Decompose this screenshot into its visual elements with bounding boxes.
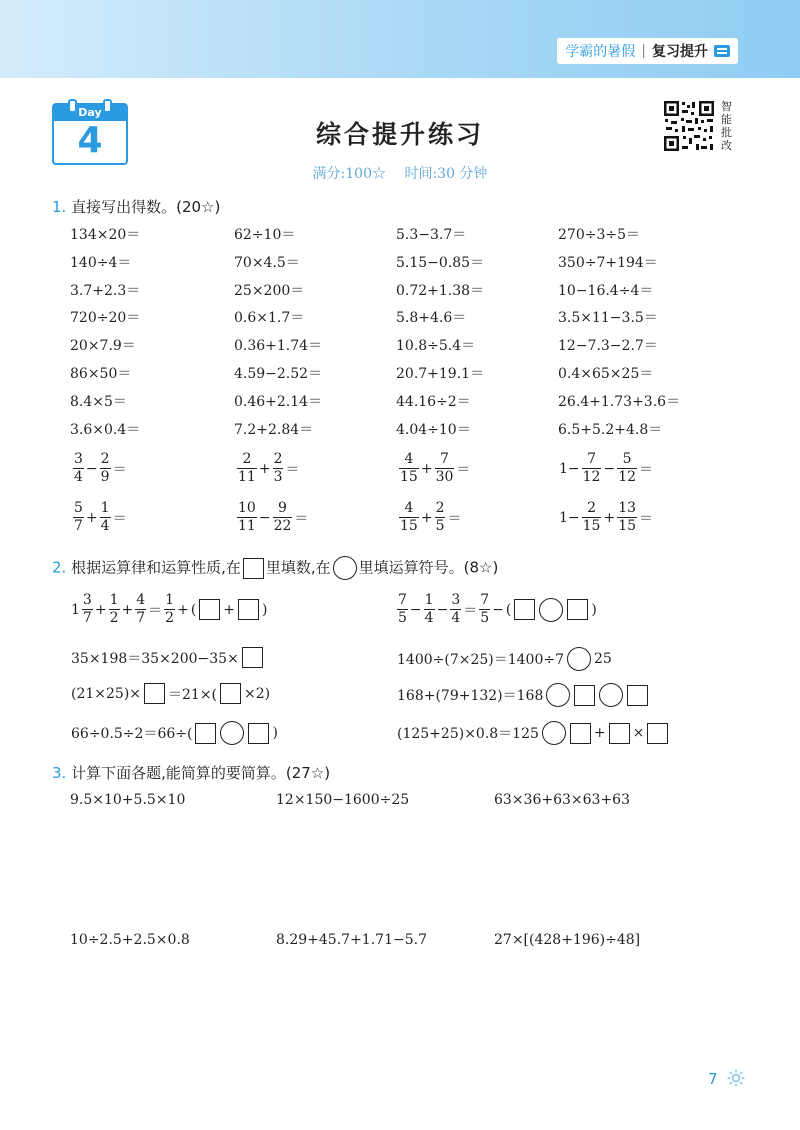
question-text-b: 里填数,在 xyxy=(265,558,331,577)
series-tag xyxy=(557,38,738,64)
fraction: $\frac{5}{12}$ xyxy=(618,451,637,485)
answer-box[interactable] xyxy=(238,599,259,620)
mental-math-problem: 25×200＝ xyxy=(234,282,305,299)
calc-problem: 10÷2.5+2.5×0.8 xyxy=(70,932,190,948)
mental-math-problem: 6.5+5.2+4.8＝ xyxy=(558,421,663,438)
answer-box[interactable] xyxy=(248,723,269,744)
question-number: 2. xyxy=(52,558,67,577)
fraction-problem: $\frac{5}{7}$ + $\frac{1}{4}$ ＝ xyxy=(74,500,127,534)
qr-code-icon[interactable] xyxy=(663,100,715,152)
answer-box[interactable] xyxy=(242,647,263,668)
fraction: $\frac{2}{3}$ xyxy=(273,451,283,485)
fraction-problem: 1− $\frac{2}{15}$ + $\frac{13}{15}$ ＝ xyxy=(559,500,654,534)
law-problem-2: $\frac{7}{5}$ − $\frac{1}{4}$ − $\frac{3}{4}$ ＝ $\frac{7}{5}$ − ( ) xyxy=(398,592,597,626)
answer-box[interactable] xyxy=(195,723,216,744)
fraction: $\frac{2}{9}$ xyxy=(100,451,110,485)
fraction: $\frac{1}{4}$ xyxy=(100,500,110,534)
mental-math-problem: 44.16÷2＝ xyxy=(396,393,471,410)
mental-math-problem: 0.72+1.38＝ xyxy=(396,282,485,299)
mental-math-problem: 140÷4＝ xyxy=(70,254,132,271)
fraction-problem: $\frac{2}{11}$ + $\frac{2}{3}$ ＝ xyxy=(238,451,300,485)
answer-circle[interactable] xyxy=(567,647,591,671)
day-label: Day xyxy=(54,105,126,121)
mental-math-problem: 0.46+2.14＝ xyxy=(234,393,323,410)
mental-math-problem: 10−16.4÷4＝ xyxy=(558,282,654,299)
calc-problem: 63×36+63×63+63 xyxy=(494,792,630,808)
page-title: 综合提升练习 xyxy=(315,120,484,149)
mental-math-problem: 5.15−0.85＝ xyxy=(396,254,485,271)
mental-math-problem: 86×50＝ xyxy=(70,366,132,382)
fraction: $\frac{3}{4}$ xyxy=(451,592,461,626)
question-text: 计算下面各题,能简算的要简算。(27☆) xyxy=(71,764,331,782)
day-number: 4 xyxy=(77,120,103,161)
mental-math-problem: 7.2+2.84＝ xyxy=(234,421,314,438)
fraction: $\frac{1}{2}$ xyxy=(165,592,175,626)
answer-box[interactable] xyxy=(199,599,220,620)
fraction: $\frac{13}{15}$ xyxy=(618,500,637,534)
full-score: 满分:100☆ xyxy=(312,166,386,182)
series-name: 学霸的暑假 xyxy=(565,44,636,60)
fraction-problem: $\frac{10}{11}$ − $\frac{9}{22}$ ＝ xyxy=(238,500,309,534)
fraction-problem: 1− $\frac{7}{12}$ − $\frac{5}{12}$ ＝ xyxy=(559,451,654,485)
fraction: $\frac{4}{7}$ xyxy=(136,592,146,626)
fraction: $\frac{2}{11}$ xyxy=(238,451,256,485)
mental-math-problem: 5.3−3.7＝ xyxy=(396,227,467,243)
answer-circle[interactable] xyxy=(599,683,623,707)
fraction: $\frac{2}{15}$ xyxy=(582,500,601,534)
fraction: $\frac{7}{5}$ xyxy=(398,592,407,626)
law-problem-6: 168+(79+132)＝168 xyxy=(396,683,650,707)
mental-math-problem: 0.4×65×25＝ xyxy=(558,366,654,382)
law-problem-3: 35×198＝35×200−35× xyxy=(70,647,265,668)
series-subtitle: 复习提升 xyxy=(652,44,708,60)
fraction: $\frac{7}{5}$ xyxy=(480,592,490,626)
fraction: $\frac{3}{4}$ xyxy=(74,451,83,485)
mental-math-problem: 3.7+2.3＝ xyxy=(70,282,141,299)
mental-math-problem: 720÷20＝ xyxy=(70,310,141,327)
fraction: $\frac{2}{5}$ xyxy=(435,500,445,534)
mental-math-problem: 26.4+1.73+3.6＝ xyxy=(558,393,681,410)
exercise-meta xyxy=(0,163,800,183)
mental-math-problem: 20.7+19.1＝ xyxy=(396,366,485,382)
mental-math-problem: 4.59−2.52＝ xyxy=(234,366,323,382)
mental-math-problem: 12−7.3−2.7＝ xyxy=(558,338,658,355)
answer-box[interactable] xyxy=(574,685,595,706)
answer-box[interactable] xyxy=(627,685,648,706)
answer-box[interactable] xyxy=(144,683,165,704)
calc-problem: 8.29+45.7+1.71−5.7 xyxy=(276,932,427,948)
sun-icon xyxy=(727,1069,745,1087)
mental-math-problem: 20×7.9＝ xyxy=(70,338,136,355)
answer-circle[interactable] xyxy=(220,721,244,745)
answer-box-example xyxy=(243,558,264,579)
time-limit: 时间:30 分钟 xyxy=(404,166,488,182)
book-icon xyxy=(714,45,730,57)
question-number: 1. xyxy=(52,198,67,216)
answer-box[interactable] xyxy=(570,723,591,744)
mental-math-problem: 0.6×1.7＝ xyxy=(234,310,305,327)
mental-math-problem: 350÷7+194＝ xyxy=(558,254,658,271)
mental-math-problem: 8.4×5＝ xyxy=(70,393,127,410)
calc-problem: 27×[(428+196)÷48] xyxy=(494,932,641,948)
answer-box[interactable] xyxy=(609,723,630,744)
answer-box[interactable] xyxy=(220,683,241,704)
series-separator: | xyxy=(641,43,646,59)
fraction: $\frac{7}{12}$ xyxy=(582,451,601,485)
answer-circle-example xyxy=(333,556,357,580)
header-banner xyxy=(0,0,800,78)
calc-problem: 9.5×10+5.5×10 xyxy=(70,792,186,808)
question-text-a: 根据运算律和运算性质,在 xyxy=(71,558,241,577)
fraction: $\frac{4}{15}$ xyxy=(400,500,418,534)
fraction: $\frac{9}{22}$ xyxy=(273,500,292,534)
law-problem-8: (125+25)×0.8＝125 + × xyxy=(396,721,670,745)
question-1-heading xyxy=(52,196,220,217)
question-text-c: 里填运算符号。(8☆) xyxy=(358,558,499,577)
mental-math-problem: 270÷3÷5＝ xyxy=(558,227,640,243)
mental-math-problem: 4.04÷10＝ xyxy=(396,421,471,438)
fraction-problem: $\frac{4}{15}$ + $\frac{2}{5}$ ＝ xyxy=(400,500,462,534)
mental-math-problem: 5.8+4.6＝ xyxy=(396,310,467,327)
fraction-problem: $\frac{4}{15}$ + $\frac{7}{30}$ ＝ xyxy=(400,451,471,485)
fraction: $\frac{4}{15}$ xyxy=(400,451,418,485)
law-problem-1: 1 $\frac{3}{7}$ + $\frac{1}{2}$ + $\frac{4}{7}$ ＝ $\frac{1}{2}$ + ( + ) xyxy=(71,592,268,626)
law-problem-7: 66÷0.5÷2＝66÷( ) xyxy=(70,721,279,745)
calendar-ring-icon xyxy=(68,99,77,113)
mental-math-problem: 62÷10＝ xyxy=(234,227,296,243)
question-3-heading xyxy=(52,762,330,783)
law-problem-4: 1400÷(7×25)＝1400÷7 25 xyxy=(396,647,613,671)
mental-math-problem: 70×4.5＝ xyxy=(234,254,300,271)
question-text: 直接写出得数。(20☆) xyxy=(71,198,221,216)
answer-circle[interactable] xyxy=(542,721,566,745)
question-number: 3. xyxy=(52,764,67,782)
answer-box[interactable] xyxy=(514,599,535,620)
answer-circle[interactable] xyxy=(546,683,570,707)
answer-circle[interactable] xyxy=(539,598,563,622)
calc-problem: 12×150−1600÷25 xyxy=(276,792,410,808)
question-2-heading xyxy=(52,556,498,580)
fraction: $\frac{3}{7}$ xyxy=(82,592,92,626)
mental-math-problem: 3.5×11−3.5＝ xyxy=(558,310,658,327)
mental-math-problem: 0.36+1.74＝ xyxy=(234,338,323,355)
page-number: 7 xyxy=(708,1070,718,1088)
mental-math-problem: 3.6×0.4＝ xyxy=(70,421,141,438)
fraction-problem: $\frac{3}{4}$ − $\frac{2}{9}$ ＝ xyxy=(74,451,127,485)
mental-math-problem: 10.8÷5.4＝ xyxy=(396,338,476,355)
answer-box[interactable] xyxy=(647,723,668,744)
fraction: $\frac{5}{7}$ xyxy=(74,500,83,534)
fraction: $\frac{7}{30}$ xyxy=(435,451,454,485)
answer-box[interactable] xyxy=(567,599,588,620)
calendar-ring-icon xyxy=(103,99,112,113)
fraction: $\frac{1}{2}$ xyxy=(109,592,119,626)
fraction: $\frac{1}{4}$ xyxy=(424,592,434,626)
mental-math-problem: 134×20＝ xyxy=(70,227,141,243)
fraction: $\frac{10}{11}$ xyxy=(238,500,256,534)
law-problem-5: (21×25)× ＝21×( ×2) xyxy=(70,683,271,704)
qr-caption: 智 能 批 改 xyxy=(721,100,732,152)
